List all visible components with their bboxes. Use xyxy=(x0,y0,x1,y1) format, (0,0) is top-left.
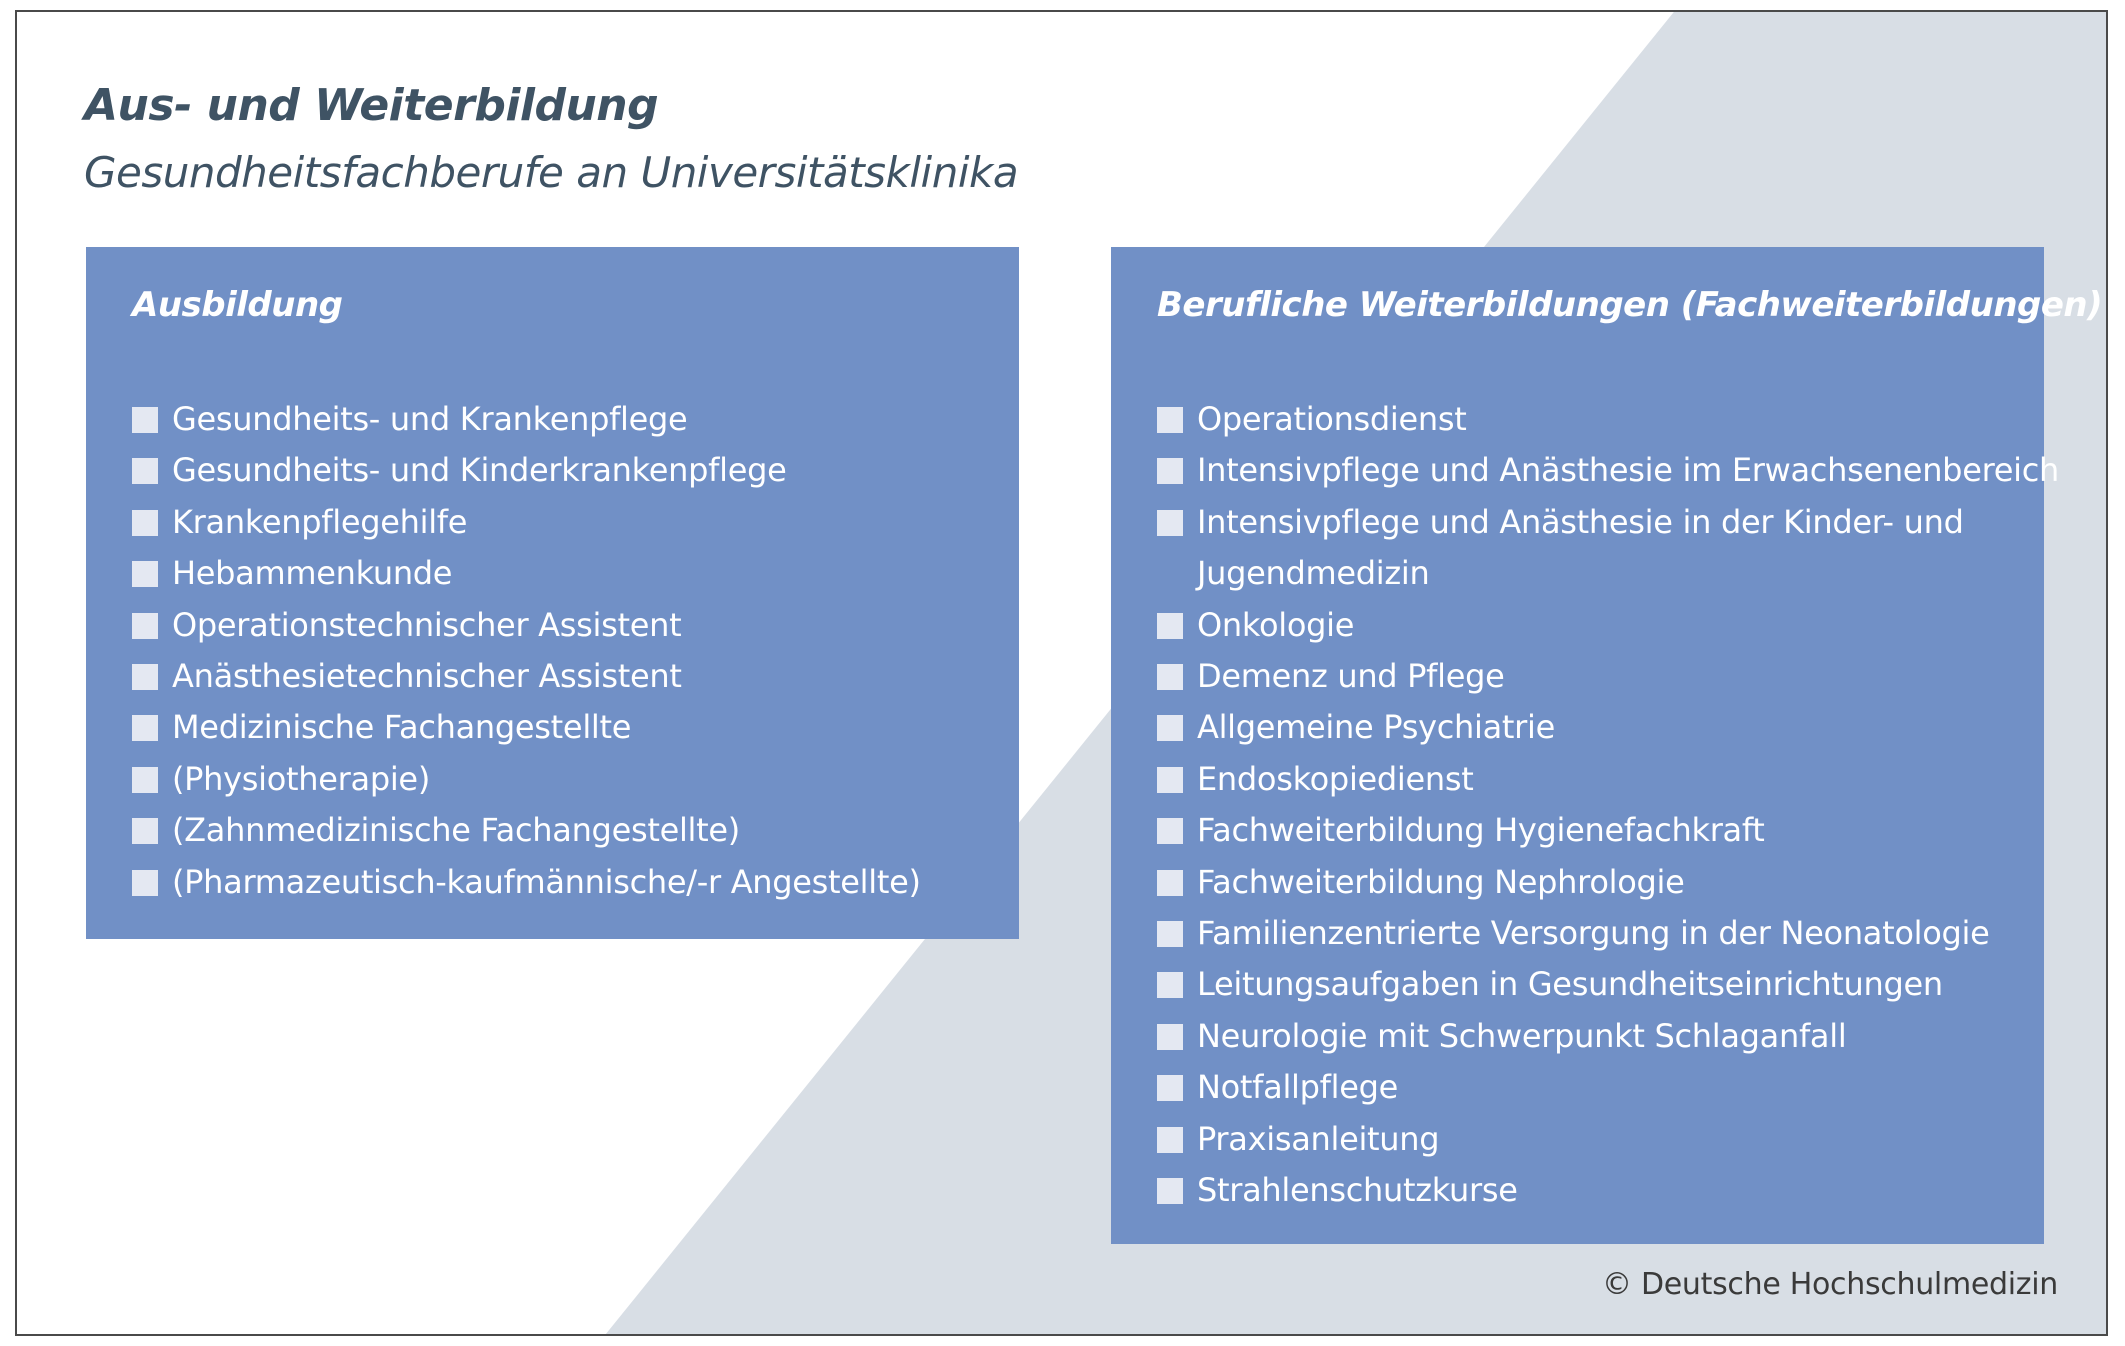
square-bullet-icon xyxy=(1157,818,1183,844)
list-item-label: Anästhesietechnischer Assistent xyxy=(172,657,682,696)
list-item-label: (Physiotherapie) xyxy=(172,759,430,798)
list-item-label: Leitungsaufgaben in Gesundheitseinrichtungen xyxy=(1197,965,1943,1004)
list-item xyxy=(132,600,921,651)
square-bullet-icon xyxy=(1157,664,1183,690)
list-item-label: Operationstechnischer Assistent xyxy=(172,605,682,644)
list-item xyxy=(132,651,921,702)
square-bullet-icon xyxy=(1157,510,1183,536)
square-bullet-icon xyxy=(132,818,158,844)
list-item xyxy=(132,445,921,496)
square-bullet-icon xyxy=(1157,921,1183,947)
square-bullet-icon xyxy=(1157,972,1183,998)
list-item-label: Intensivpflege und Anästhesie im Erwachsenenbereich xyxy=(1197,451,2059,490)
square-bullet-icon xyxy=(132,407,158,433)
ausbildung-heading: Ausbildung xyxy=(132,285,343,325)
list-item xyxy=(1157,908,2059,959)
list-item-label: Gesundheits- und Kinderkrankenpflege xyxy=(172,451,787,490)
square-bullet-icon xyxy=(1157,1178,1183,1204)
weiterbildung-heading: Berufliche Weiterbildungen (Fachweiterbildungen) xyxy=(1157,285,2103,325)
list-item xyxy=(132,805,921,856)
list-item-label: Demenz und Pflege xyxy=(1197,657,1505,696)
list-item-label: Endoskopiedienst xyxy=(1197,759,1474,798)
ausbildung-list xyxy=(132,394,921,908)
list-item-label: Hebammenkunde xyxy=(172,554,453,593)
list-item-label: Onkologie xyxy=(1197,605,1355,644)
list-item xyxy=(132,857,921,908)
square-bullet-icon xyxy=(1157,458,1183,484)
infographic-frame xyxy=(15,10,2108,1336)
square-bullet-icon xyxy=(132,715,158,741)
square-bullet-icon xyxy=(132,458,158,484)
list-item-label: Jugendmedizin xyxy=(1197,554,1430,593)
square-bullet-icon xyxy=(132,510,158,536)
square-bullet-icon xyxy=(1157,870,1183,896)
list-item-continuation xyxy=(1157,548,2059,599)
list-item xyxy=(132,754,921,805)
square-bullet-icon xyxy=(1157,715,1183,741)
list-item xyxy=(1157,394,2059,445)
list-item xyxy=(1157,1114,2059,1165)
list-item xyxy=(1157,651,2059,702)
list-item xyxy=(1157,1062,2059,1113)
list-item xyxy=(1157,1011,2059,1062)
list-item-label: Operationsdienst xyxy=(1197,400,1467,438)
list-item xyxy=(1157,702,2059,753)
list-item-label: Krankenpflegehilfe xyxy=(172,502,468,541)
square-bullet-icon xyxy=(132,870,158,896)
weiterbildung-box xyxy=(1111,247,2103,1244)
list-item xyxy=(1157,805,2059,856)
list-item xyxy=(1157,600,2059,651)
list-item-label: (Zahnmedizinische Fachangestellte) xyxy=(172,811,740,850)
page-subtitle: Gesundheitsfachberufe an Universitätsklinika xyxy=(84,148,1019,197)
square-bullet-icon xyxy=(1157,767,1183,793)
list-item xyxy=(132,394,921,445)
list-item xyxy=(1157,1165,2059,1216)
list-item xyxy=(132,497,921,548)
list-item-label: Praxisanleitung xyxy=(1197,1119,1440,1158)
list-item-label: Fachweiterbildung Hygienefachkraft xyxy=(1197,811,1765,850)
list-item xyxy=(1157,445,2059,496)
square-bullet-icon xyxy=(132,561,158,587)
list-item xyxy=(1157,959,2059,1010)
square-bullet-icon xyxy=(132,767,158,793)
list-item-label: Familienzentrierte Versorgung in der Neonatologie xyxy=(1197,914,1990,953)
list-item xyxy=(1157,497,2059,548)
list-item-label: Fachweiterbildung Nephrologie xyxy=(1197,862,1685,901)
list-item-label: Medizinische Fachangestellte xyxy=(172,708,632,747)
square-bullet-icon xyxy=(132,613,158,639)
page-title: Aus- und Weiterbildung xyxy=(84,80,659,131)
square-bullet-icon xyxy=(1157,407,1183,433)
list-item-label: Notfallpflege xyxy=(1197,1068,1398,1107)
square-bullet-icon xyxy=(1157,1024,1183,1050)
list-item xyxy=(132,548,921,599)
square-bullet-icon xyxy=(1157,613,1183,639)
list-item-label: Strahlenschutzkurse xyxy=(1197,1171,1518,1210)
weiterbildung-list xyxy=(1157,394,2059,1217)
list-item-label: Neurologie mit Schwerpunkt Schlaganfall xyxy=(1197,1016,1847,1055)
list-item xyxy=(132,702,921,753)
ausbildung-box xyxy=(86,247,1019,939)
list-item-label: Gesundheits- und Krankenpflege xyxy=(172,400,688,438)
list-item xyxy=(1157,754,2059,805)
square-bullet-icon xyxy=(132,664,158,690)
list-item-label: Intensivpflege und Anästhesie in der Kinder- und xyxy=(1197,502,1964,541)
list-item-label: Allgemeine Psychiatrie xyxy=(1197,708,1555,747)
copyright-notice: © Deutsche Hochschulmedizin xyxy=(1602,1267,2058,1302)
square-bullet-icon xyxy=(1157,1075,1183,1101)
list-item-label: (Pharmazeutisch-kaufmännische/-r Angestellte) xyxy=(172,862,921,901)
list-item xyxy=(1157,857,2059,908)
square-bullet-icon xyxy=(1157,1127,1183,1153)
